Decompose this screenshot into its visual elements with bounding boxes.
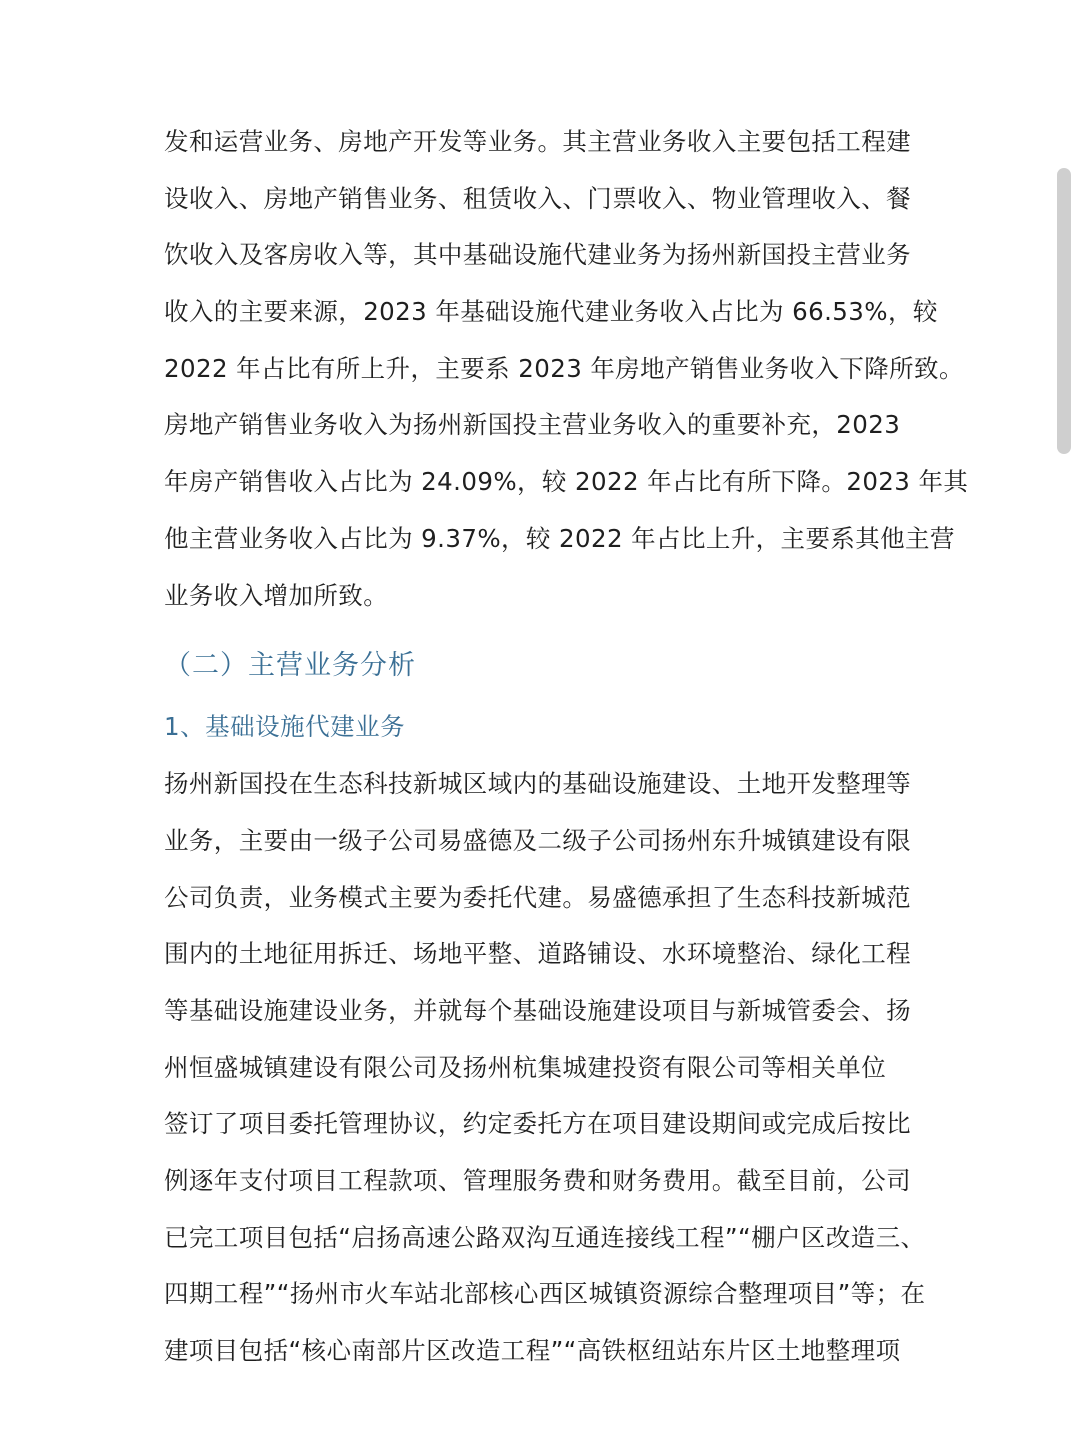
section-heading: （二）主营业务分析 (164, 650, 416, 682)
text-line: 他主营业务收入占比为 9.37%，较 2022 年占比上升，主要系其他主营 (164, 523, 955, 553)
text-line: 年房产销售收入占比为 24.09%，较 2022 年占比有所下降。2023 年其 (164, 467, 969, 497)
text-line: 州恒盛城镇建设有限公司及扬州杭集城建投资有限公司等相关单位 (164, 1052, 887, 1082)
text-line: 签订了项目委托管理协议，约定委托方在项目建设期间或完成后按比 (164, 1109, 911, 1139)
text-line: 围内的土地征用拆迁、场地平整、道路铺设、水环境整治、绿化工程 (164, 939, 911, 969)
text-line: 房地产销售业务收入为扬州新国投主营业务收入的重要补充，2023 (164, 410, 901, 440)
text-line: 公司负责，业务模式主要为委托代建。易盛德承担了生态科技新城范 (164, 882, 911, 912)
text-line: 扬州新国投在生态科技新城区域内的基础设施建设、土地开发整理等 (164, 769, 911, 799)
subsection-heading: 1、基础设施代建业务 (164, 712, 406, 742)
text-line: 建项目包括“核心南部片区改造工程”“高铁枢纽站东片区土地整理项 (164, 1336, 901, 1366)
text-line: 饮收入及客房收入等，其中基础设施代建业务为扬州新国投主营业务 (164, 240, 911, 270)
document-content (164, 114, 969, 1380)
text-line: 发和运营业务、房地产开发等业务。其主营业务收入主要包括工程建 (164, 127, 911, 156)
text-line: 四期工程”“扬州市火车站北部核心西区城镇资源综合整理项目”等；在 (164, 1279, 926, 1309)
text-line: 已完工项目包括“启扬高速公路双沟互通连接线工程”“棚户区改造三、 (164, 1222, 926, 1252)
text-line: 收入的主要来源，2023 年基础设施代建业务收入占比为 66.53%，较 (164, 297, 938, 327)
text-line: 例逐年支付项目工程款项、管理服务费和财务费用。截至目前，公司 (164, 1166, 911, 1195)
paragraph-2 (164, 756, 924, 1380)
text-line: 等基础设施建设业务，并就每个基础设施建设项目与新城管委会、扬 (164, 995, 911, 1025)
text-line: 业务，主要由一级子公司易盛德及二级子公司扬州东升城镇建设有限 (164, 825, 911, 855)
text-line: 业务收入增加所致。 (164, 580, 389, 610)
scrollbar-thumb[interactable] (1057, 168, 1071, 454)
text-line: 设收入、房地产销售业务、租赁收入、门票收入、物业管理收入、餐 (164, 183, 911, 213)
text-line: 2022 年占比有所上升，主要系 2023 年房地产销售业务收入下降所致。 (164, 353, 964, 383)
paragraph-1 (164, 114, 969, 624)
